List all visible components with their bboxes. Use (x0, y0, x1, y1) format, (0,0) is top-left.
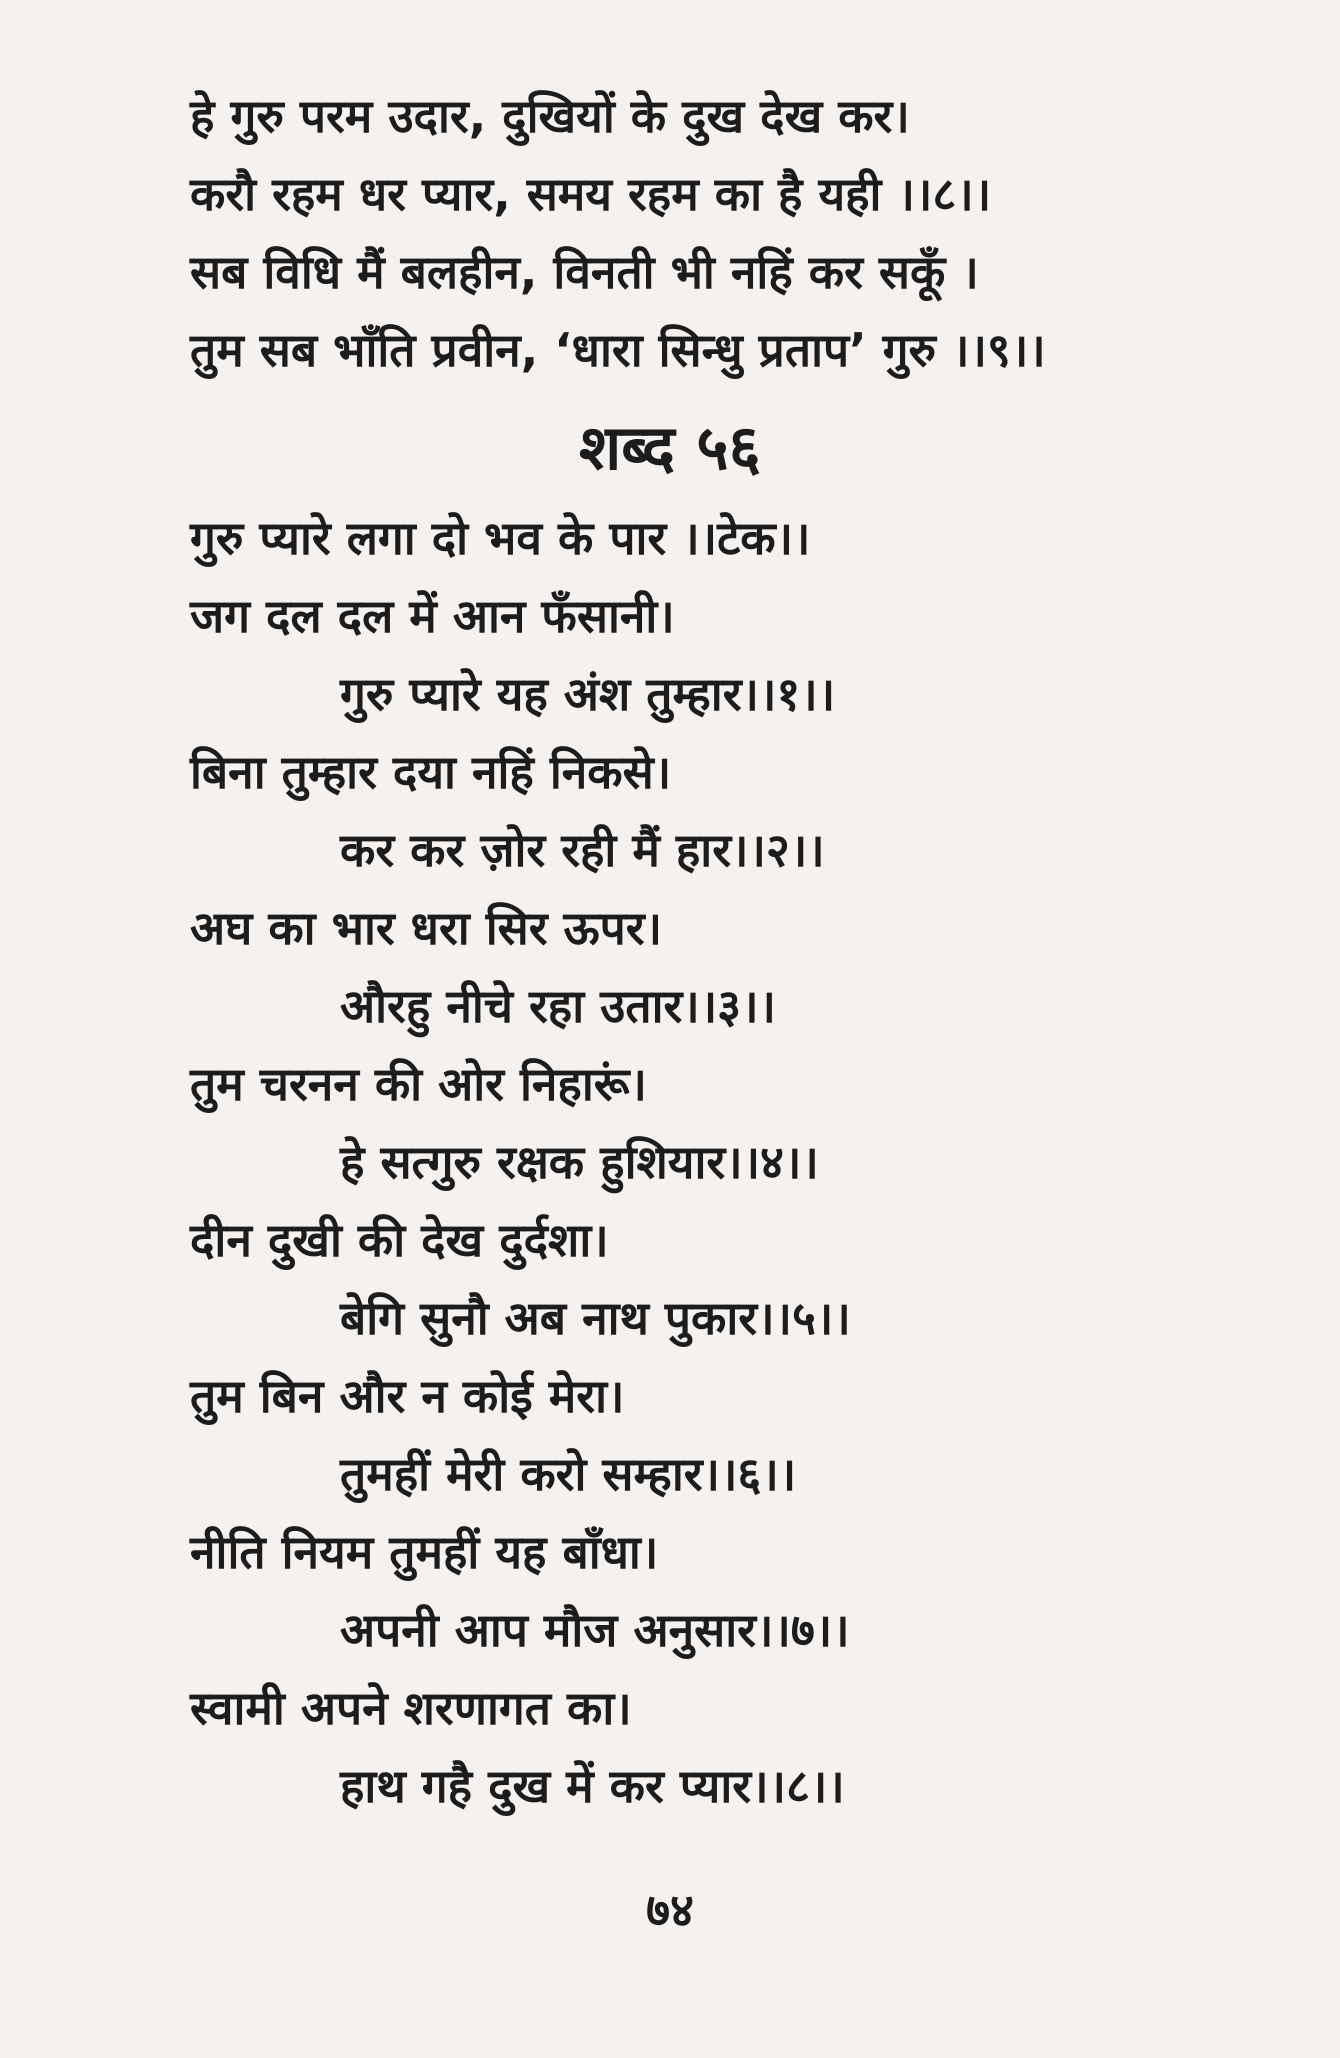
doha-line-2: करौ रहम धर प्यार, समय रहम का है यही ।।८।। (190, 167, 992, 221)
shabd-tek-line: गुरु प्यारे लगा दो भव के पार ।।टेक।। (190, 511, 811, 565)
shabd-heading: शब्द ५६ (579, 411, 761, 484)
shabd-line: कर कर ज़ोर रही मैं हार।।२।। (340, 823, 825, 877)
shabd-line: स्वामी अपने शरणागत का। (190, 1681, 632, 1735)
doha-line-3: सब विधि मैं बलहीन, विनती भी नहिं कर सकूँ । (190, 245, 979, 299)
doha-line-4: तुम सब भाँति प्रवीन, ‘धारा सिन्धु प्रताप’ गुरु ।।९।। (190, 323, 1046, 377)
shabd-line: हाथ गहै दुख में कर प्यार।।८।। (340, 1759, 845, 1813)
shabd-line: अघ का भार धरा सिर ऊपर। (190, 901, 663, 955)
shabd-line: तुम बिन और न कोई मेरा। (190, 1369, 625, 1423)
shabd-line: नीति नियम तुमहीं यह बाँधा। (190, 1525, 659, 1579)
shabd-line: हे सत्गुरु रक्षक हुशियार।।४।। (340, 1135, 819, 1189)
shabd-line: दीन दुखी की देख दुर्दशा। (190, 1213, 609, 1267)
doha-line-1: हे गुरु परम उदार, दुखियों के दुख देख कर। (190, 89, 910, 143)
shabd-line: बेगि सुनौ अब नाथ पुकार।।५।। (340, 1291, 851, 1345)
shabd-line: तुम चरनन की ओर निहारूं। (190, 1057, 647, 1111)
shabd-line: तुमहीं मेरी करो सम्हार।।६।। (340, 1447, 797, 1501)
page-number: ७४ (646, 1883, 694, 1937)
shabd-line: अपनी आप मौज अनुसार।।७।। (340, 1603, 850, 1657)
shabd-line: गुरु प्यारे यह अंश तुम्हार।।१।। (340, 667, 836, 721)
shabd-line: औरहु नीचे रहा उतार।।३।। (340, 979, 776, 1033)
shabd-line: बिना तुम्हार दया नहिं निकसे। (190, 745, 672, 799)
shabd-line: जग दल दल में आन फँसानी। (190, 589, 675, 643)
